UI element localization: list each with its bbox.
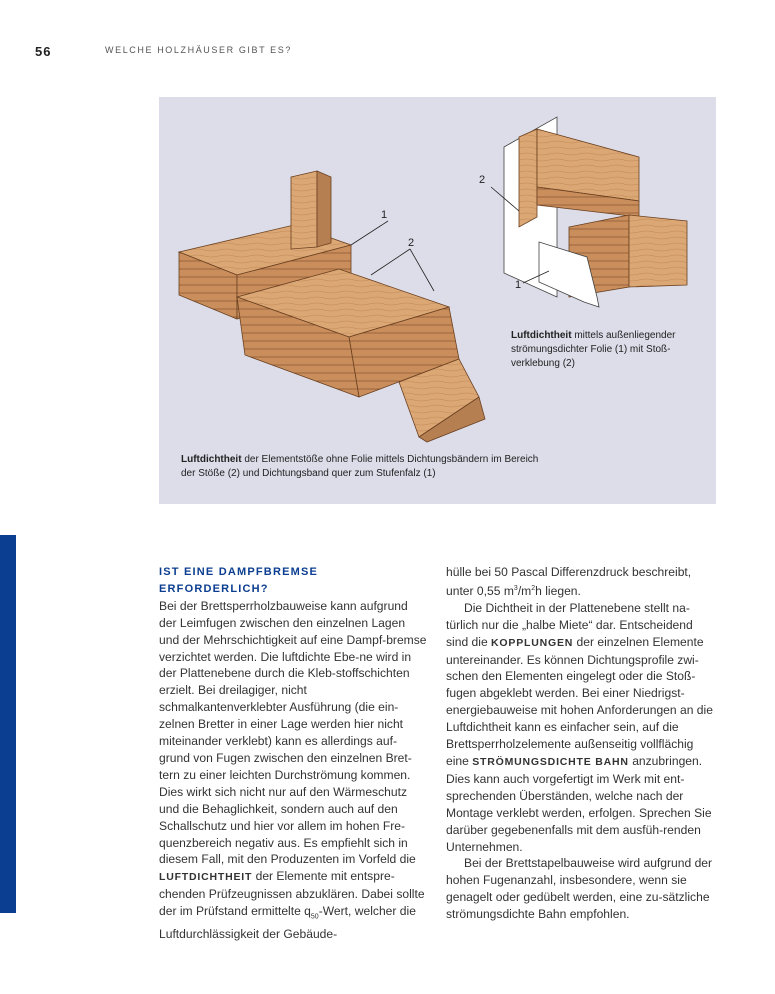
caption-right	[511, 329, 691, 371]
running-title: WELCHE HOLZHÄUSER GIBT ES?	[105, 45, 292, 55]
paragraph	[446, 600, 714, 856]
caption-text: mittels außenliegender strömungsdichter Folie (1) mit Stoß-verklebung (2)	[511, 330, 676, 369]
caption-text: der Elementstöße ohne Folie mittels Dichtungsbändern im Bereich der Stöße (2) und Dichtungsband quer zum Stufenfalz (1)	[181, 454, 539, 479]
superscript: 3	[513, 584, 518, 592]
keyword: LUFTDICHTHEIT	[159, 871, 253, 884]
leader-line	[351, 221, 388, 245]
label-1-left: 1	[381, 209, 388, 221]
chapter-marker-bar	[0, 535, 16, 913]
caption-left	[181, 453, 541, 481]
paragraph	[446, 564, 714, 600]
paragraph: Bei der Brettstapelbauweise wird aufgrund der hohen Fugenanzahl, insbesondere, wenn sie genagelt oder gedübelt werden, eine zu-sätzliche strömungsdichte Bahn empfohlen.	[446, 856, 713, 922]
illustration-panel	[159, 97, 716, 504]
paragraph-text: -Wert, welcher die Luftdurchlässigkeit der Gebäude-	[159, 904, 416, 942]
text-column-left	[159, 564, 427, 943]
label-2-left: 2	[408, 237, 415, 249]
paragraph-text: Die Dichtheit in der Plattenebene stellt na-türlich nur die „halbe Miete“ dar. Entscheidend sind die	[446, 600, 693, 649]
caption-bold: Luftdichtheit	[511, 330, 572, 341]
page-number: 56	[35, 44, 52, 59]
wood-joint-illustration	[159, 97, 716, 504]
paragraph-text: der Elemente mit entspre-chenden Prüfzeugnissen abzuklären. Dabei sollte der im Prüfstand ermittelte q	[159, 869, 425, 919]
paragraph-text: /m	[517, 583, 532, 598]
wall-corner-right	[504, 117, 687, 307]
floor-slab-front	[237, 269, 485, 442]
label-1-right: 1	[515, 279, 522, 291]
section-heading: IST EINE DAMPFBREMSE ERFORDERLICH?	[159, 566, 319, 595]
paragraph	[159, 598, 427, 944]
paragraph-text: Bei der Brettsperrholzbauweise kann aufgrund der Leimfugen zwischen den einzelnen Lagen und der Mehrschichtigkeit auf eine Dampf-bremse verzichtet werden. Die luftdichte Ebe-ne wird in der Plattenebene durch die Kleb-stoffschichten erzielt. Bei dreilagiger, nicht schmalkantenverklebter Ausführung (die ein-zelnen Bretter in einer Lage werden hier nicht miteinander verklebt) kann es allerdings auf-grund von Fugen zwischen den einzelnen Bret-tern zu einer leichten Durchströmung kommen. Dies wirkt sich nicht nur auf den Wärmeschutz und die Behaglichkeit, sondern auch auf den Schallschutz und hier vor allem im hohen Fre-quenzbereich negativ aus. Es empfiehlt sich in diesem Fall, mit den Produzenten im Vorfeld die	[159, 598, 427, 867]
caption-bold: Luftdichtheit	[181, 454, 242, 465]
leader-line	[371, 249, 410, 275]
label-2-right: 2	[479, 174, 486, 186]
text-column-right	[446, 564, 714, 923]
paragraph-text: der einzelnen Elemente untereinander. Es können Dichtungsprofile zwi-schen den Elementen eingelegt oder die Stoß-fugen abgeklebt werden. Bei einer Niedrigst-energiebauweise mit hohen Anforderungen an die Luftdichtheit kann es einfacher sein, auf die Brettsperrholzelemente außenseitig vollflächig eine	[446, 634, 713, 768]
subscript: 50	[310, 913, 319, 921]
leader-line	[410, 249, 434, 291]
page-header	[35, 44, 292, 59]
keyword: KOPPLUNGEN	[491, 636, 574, 649]
paragraph-text: hülle bei 50 Pascal Differenzdruck beschreibt, unter 0,55 m	[446, 565, 692, 598]
paragraph-text: h liegen.	[535, 583, 581, 598]
keyword: STRÖMUNGSDICHTE BAHN	[472, 756, 629, 768]
paragraph-text: anzubringen. Dies kann auch vorgefertigt im Werk mit ent-sprechenden Überständen, welche nach der Montage verklebt werden, erfolgen. Sprechen Sie darüber gegebenenfalls mit dem ausfüh-renden Unternehmen.	[446, 754, 712, 854]
superscript: 2	[531, 584, 536, 592]
